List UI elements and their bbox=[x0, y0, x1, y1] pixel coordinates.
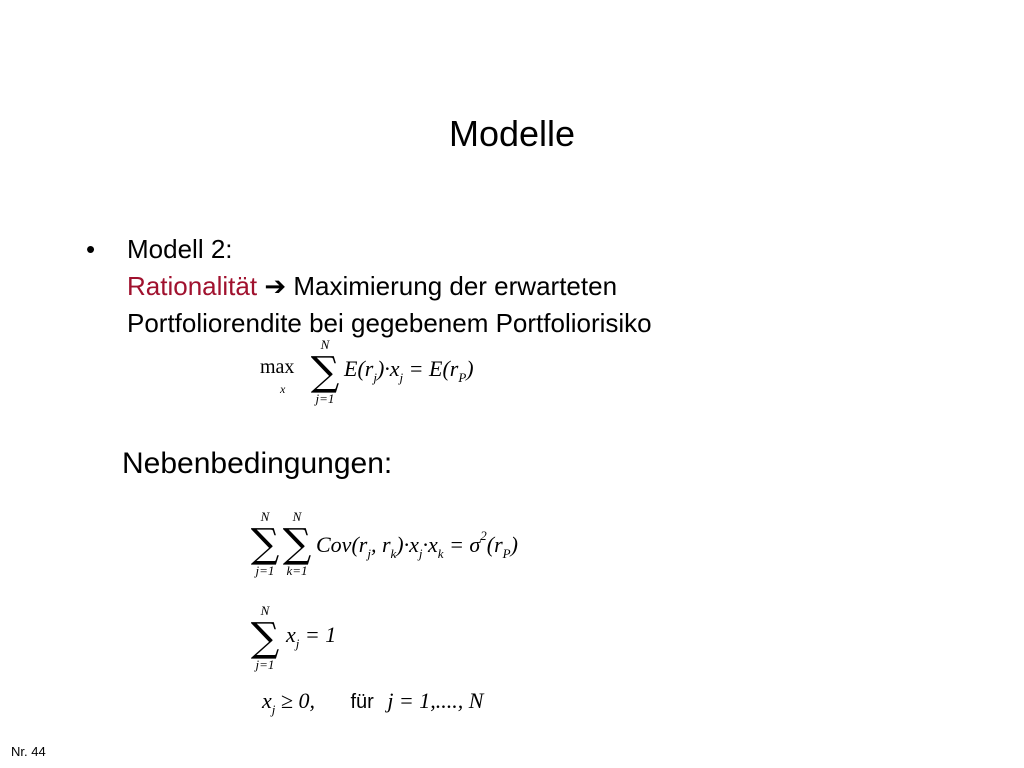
fuer-label: für bbox=[350, 691, 374, 713]
max-subscript: x bbox=[280, 382, 286, 396]
sum-lower-limit: k=1 bbox=[286, 563, 308, 578]
bullet-line-2 bbox=[127, 268, 652, 305]
sigma-icon: ∑ bbox=[250, 615, 280, 661]
bullet-line-3: Portfoliorendite bei gegebenem Portfoliorisiko bbox=[127, 308, 652, 338]
sum-upper-limit: N bbox=[260, 603, 270, 618]
sum-upper-limit: N bbox=[320, 337, 330, 352]
bullet-line-1: Modell 2: bbox=[127, 234, 233, 264]
sum-lower-limit: j=1 bbox=[255, 563, 275, 578]
bullet-line-2-rest: Maximierung der erwarteten bbox=[286, 271, 618, 301]
index-range: j = 1,...., N bbox=[387, 688, 484, 713]
bullet-dot: • bbox=[86, 234, 96, 264]
sigma-icon: ∑ bbox=[282, 521, 312, 567]
sum-symbol bbox=[250, 604, 280, 672]
sum-symbol bbox=[310, 338, 340, 406]
constraints-heading: Nebenbedingungen: bbox=[122, 447, 393, 480]
sum-symbol-j bbox=[250, 510, 280, 578]
slide-title: Modelle bbox=[448, 113, 576, 154]
covariance-expression: $Cov(r_j$, $r_k)\cdot x_j\cdot x_k = \sigma^2(r_P)$ bbox=[316, 528, 518, 561]
max-operator: max bbox=[260, 356, 295, 378]
rationality-keyword: Rationalität bbox=[127, 271, 258, 301]
sigma-icon: ∑ bbox=[310, 349, 340, 395]
nonnegativity-expression: $x_j \ge 0$, bbox=[262, 688, 315, 717]
sum-symbol-k bbox=[282, 510, 312, 578]
budget-expression: $x_j = 1$ bbox=[286, 622, 337, 651]
sum-upper-limit: N bbox=[260, 509, 270, 524]
sum-upper-limit: N bbox=[292, 509, 302, 524]
sigma-icon: ∑ bbox=[250, 521, 280, 567]
constraint-nonnegativity bbox=[262, 688, 483, 718]
arrow-icon: ➔ bbox=[264, 271, 287, 301]
slide-number: Nr. 44 bbox=[11, 744, 46, 759]
objective-expression: $E(r_j)\cdot x_j = E(r_P)$ bbox=[344, 356, 474, 385]
sum-lower-limit: j=1 bbox=[315, 391, 335, 406]
bullet-text bbox=[127, 231, 652, 342]
sum-lower-limit: j=1 bbox=[255, 657, 275, 672]
